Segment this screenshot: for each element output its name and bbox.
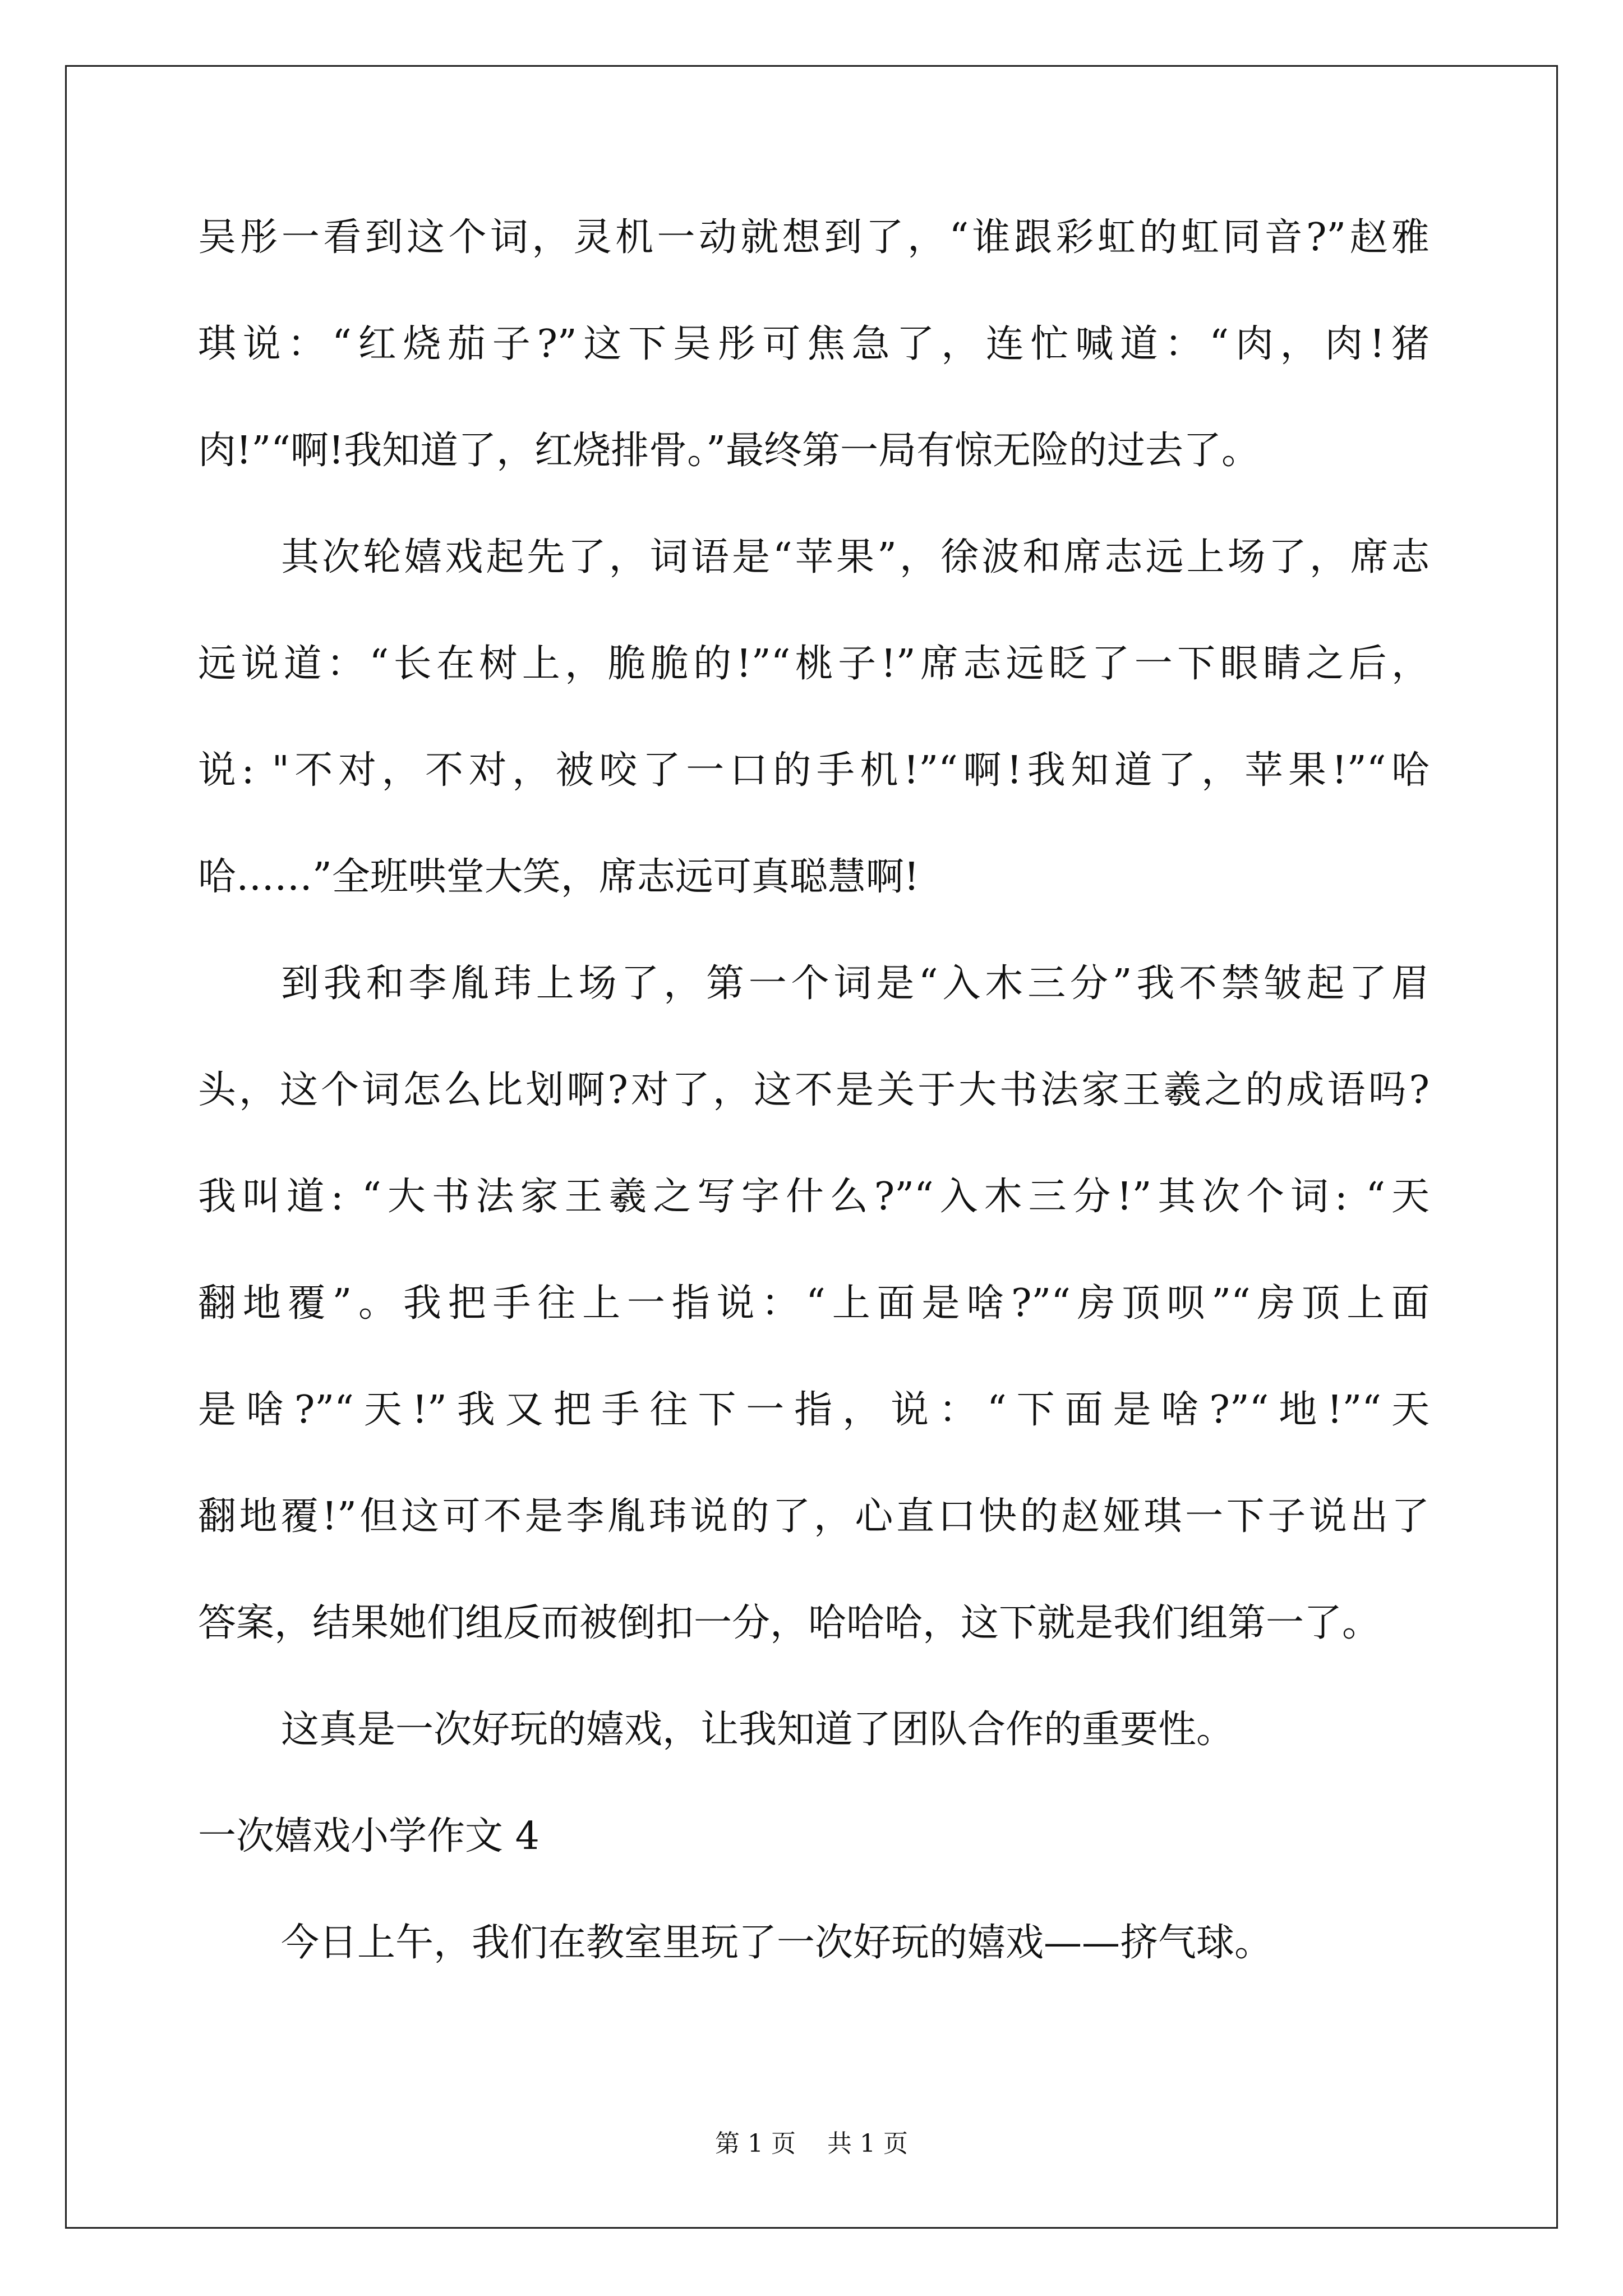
paragraph-line: 这真是一次好玩的嬉戏，让我知道了团队合作的重要性。 [281,1708,1235,1752]
section-heading: 一次嬉戏小学作文 4 [198,1814,540,1858]
paragraph-line: 今日上午，我们在教室里玩了一次好玩的嬉戏——挤气球。 [281,1921,1273,1965]
paragraph-line: 其次轮嬉戏起先了，词语是“苹果”，徐波和席志远上场了，席志 [281,535,1430,579]
paragraph-line: 翻地覆!”但这可不是李胤玮说的了，心直口快的赵娅琪一下子说出了 [198,1494,1430,1539]
paragraph-line: 答案，结果她们组反而被倒扣一分，哈哈哈，这下就是我们组第一了。 [198,1601,1381,1645]
page-number: 第 1 页 [715,2129,796,2158]
paragraph-line: 吴彤一看到这个词，灵机一动就想到了，“谁跟彩虹的虹同音?”赵雅 [198,215,1430,260]
paragraph-line: 我叫道: “大书法家王羲之写字什么?”“入木三分!”其次个词: “天 [198,1175,1430,1219]
paragraph-line: 头，这个词怎么比划啊?对了，这不是关于大书法家王羲之的成语吗? [198,1068,1430,1112]
page-footer [0,2129,1623,2158]
page-total: 共 1 页 [827,2129,908,2158]
paragraph-line: 是啥?”“天!”我又把手往下一指，说：“下面是啥?”“地!”“天 [198,1388,1430,1432]
paragraph-line: 肉!”“啊!我知道了，红烧排骨。”最终第一局有惊无险的过去了。 [198,429,1260,473]
paragraph-line: 琪说：“红烧茄子?”这下吴彤可焦急了，连忙喊道：“肉，肉!猪 [198,322,1430,366]
paragraph-line: 远说道：“长在树上，脆脆的!”“桃子!”席志远眨了一下眼睛之后， [198,642,1430,686]
paragraph-line: 说: "不对，不对，被咬了一口的手机!”“啊!我知道了，苹果!”“哈 [198,748,1430,793]
paragraph-line: 翻地覆”。我把手往上一指说：“上面是啥?”“房顶呗”“房顶上面 [198,1281,1430,1326]
paragraph-line: 哈……”全班哄堂大笑，席志远可真聪慧啊! [198,855,920,899]
paragraph-line: 到我和李胤玮上场了，第一个词是“入木三分”我不禁皱起了眉 [281,961,1430,1006]
document-body [198,215,1430,2031]
